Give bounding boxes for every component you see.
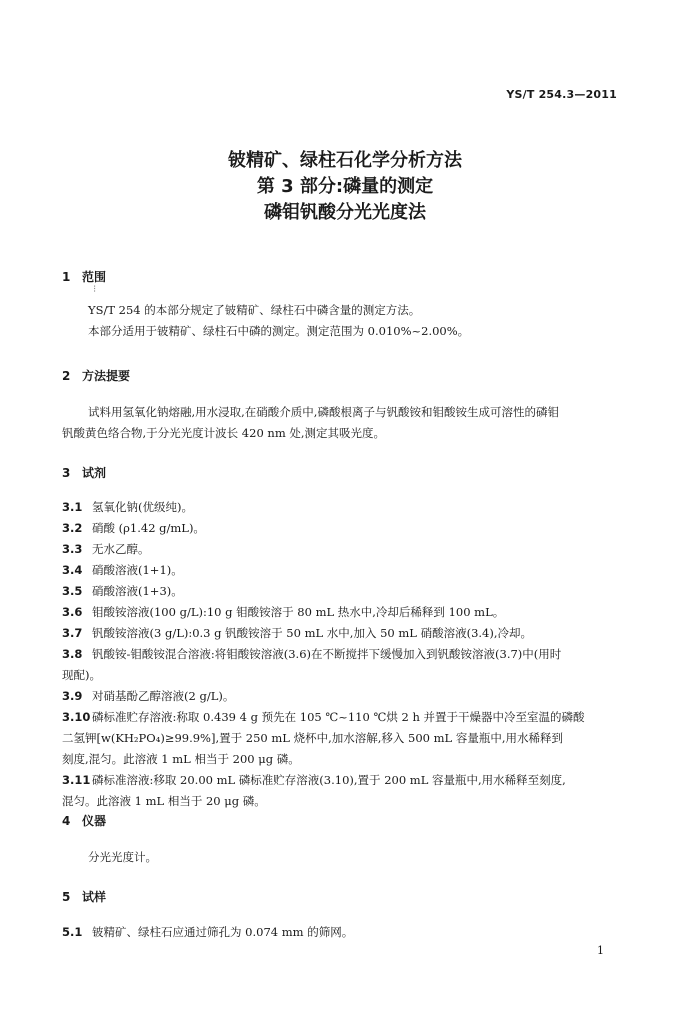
title-line-1: 铍精矿、绿柱石化学分析方法 — [228, 150, 462, 171]
instrument-paragraph: 分光光度计。 — [88, 850, 157, 864]
reagent-item — [62, 686, 628, 707]
section-number: 4 — [62, 814, 71, 828]
reagent-item — [62, 518, 628, 539]
principle-line-2: 钒酸黄色络合物,于分光光度计波长 420 nm 处,测定其吸光度。 — [62, 426, 386, 440]
item-text: 硝酸溶液(1+1)。 — [92, 563, 183, 577]
item-number: 3.7 — [62, 626, 83, 640]
item-text: 对硝基酚乙醇溶液(2 g/L)。 — [92, 689, 235, 703]
reagent-item — [62, 623, 628, 644]
item-text: 无水乙醇。 — [92, 542, 150, 556]
item-number: 3.1 — [62, 500, 83, 514]
section-title: 试剂 — [82, 466, 107, 480]
reagent-item-continuation: 混匀。此溶液 1 mL 相当于 20 μg 磷。 — [62, 794, 266, 808]
section-title: 试样 — [82, 890, 107, 904]
reagent-item — [62, 644, 628, 665]
reagent-item — [62, 707, 628, 728]
sample-item — [62, 922, 628, 943]
reagent-item — [62, 560, 628, 581]
section-heading-reagents — [62, 464, 106, 481]
title-line-2: 第 3 部分:磷量的测定 — [256, 176, 434, 197]
title-line-3: 磷钼钒酸分光光度法 — [264, 202, 426, 223]
scan-artifact-dot: ⁝ — [93, 284, 97, 295]
reagent-item — [62, 539, 628, 560]
principle-line-1: 试料用氢氧化钠熔融,用水浸取,在硝酸介质中,磷酸根离子与钒酸铵和钼酸铵生成可溶性的磷钼 — [88, 405, 559, 419]
item-number: 3.9 — [62, 689, 83, 703]
section-title: 仪器 — [82, 814, 107, 828]
section-heading-principle — [62, 367, 130, 384]
item-number: 3.8 — [62, 647, 83, 661]
item-text: 硝酸溶液(1+3)。 — [92, 584, 183, 598]
scope-line-2: 本部分适用于铍精矿、绿柱石中磷的测定。测定范围为 0.010%~2.00%。 — [88, 324, 470, 338]
item-number: 3.11 — [62, 773, 91, 787]
reagent-item — [62, 602, 628, 623]
page-number: 1 — [597, 944, 604, 957]
item-number: 3.2 — [62, 521, 83, 535]
document-title — [0, 148, 690, 226]
standard-code: YS/T 254.3—2011 — [506, 88, 617, 101]
scope-paragraph — [88, 300, 628, 342]
scope-line-1: YS/T 254 的本部分规定了铍精矿、绿柱石中磷含量的测定方法。 — [88, 303, 421, 317]
section-number: 2 — [62, 369, 71, 383]
section-number: 1 — [62, 270, 71, 284]
item-text: 磷标准溶液:移取 20.00 mL 磷标准贮存溶液(3.10),置于 200 mL 容量瓶中,用水稀释至刻度, — [92, 773, 566, 787]
reagent-item — [62, 497, 628, 518]
section-number: 5 — [62, 890, 71, 904]
item-text: 钒酸铵溶液(3 g/L):0.3 g 钒酸铵溶于 50 mL 水中,加入 50 mL 硝酸溶液(3.4),冷却。 — [92, 626, 533, 640]
reagent-item — [62, 770, 628, 791]
item-number: 3.5 — [62, 584, 83, 598]
section-number: 3 — [62, 466, 71, 480]
item-text: 磷标准贮存溶液:称取 0.439 4 g 预先在 105 ℃~110 ℃烘 2 h 并置于干燥器中冷至室温的磷酸 — [92, 710, 585, 724]
reagent-item — [62, 581, 628, 602]
item-number: 3.3 — [62, 542, 83, 556]
item-text: 钼酸铵溶液(100 g/L):10 g 钼酸铵溶于 80 mL 热水中,冷却后稀释到 100 mL。 — [92, 605, 505, 619]
item-text: 钒酸铵-钼酸铵混合溶液:将钼酸铵溶液(3.6)在不断搅拌下缓慢加入到钒酸铵溶液(3.7)中(用时 — [92, 647, 562, 661]
section-heading-instrument — [62, 812, 106, 829]
item-number: 3.10 — [62, 710, 91, 724]
section-title: 方法提要 — [82, 369, 131, 383]
section-heading-scope — [62, 268, 106, 285]
item-number: 5.1 — [62, 925, 83, 939]
item-number: 3.4 — [62, 563, 83, 577]
principle-paragraph — [62, 402, 628, 444]
section-title: 范围 — [82, 270, 107, 284]
reagent-list — [62, 497, 628, 812]
item-text: 氢氧化钠(优级纯)。 — [92, 500, 193, 514]
item-text: 铍精矿、绿柱石应通过筛孔为 0.074 mm 的筛网。 — [92, 925, 354, 939]
item-text: 硝酸 (ρ1.42 g/mL)。 — [92, 521, 205, 535]
reagent-item-continuation: 刻度,混匀。此溶液 1 mL 相当于 200 μg 磷。 — [62, 752, 300, 766]
reagent-item-continuation: 现配)。 — [62, 668, 101, 682]
section-heading-sample — [62, 888, 106, 905]
reagent-item-continuation: 二氢钾[w(KH₂PO₄)≥99.9%],置于 250 mL 烧杯中,加水溶解,移入 500 mL 容量瓶中,用水稀释到 — [62, 731, 563, 745]
item-number: 3.6 — [62, 605, 83, 619]
